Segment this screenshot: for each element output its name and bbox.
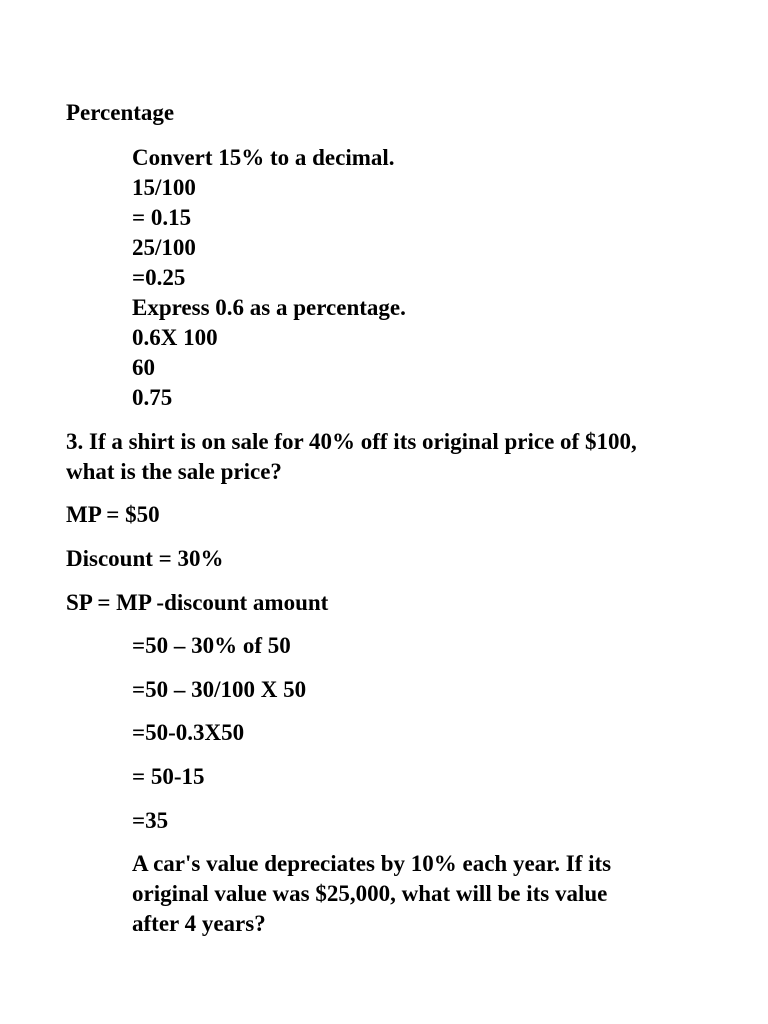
solution-step: =50-0.3X50: [132, 720, 245, 745]
marked-price: MP = $50: [66, 502, 160, 527]
text-line: 25/100: [132, 235, 196, 260]
solution-step: =50 – 30/100 X 50: [132, 677, 307, 702]
solution-step: =35: [132, 808, 169, 833]
text-line: 15/100: [132, 175, 196, 200]
car-question-line-3: after 4 years?: [132, 911, 266, 936]
text-line: = 0.15: [132, 205, 192, 230]
solution-step: = 50-15: [132, 764, 205, 789]
car-question-line-1: A car's value depreciates by 10% each year. If its: [132, 851, 612, 876]
question-3-line-1: 3. If a shirt is on sale for 40% off its original price of $100,: [66, 429, 637, 454]
text-line: 0.75: [132, 385, 173, 410]
text-line: =0.25: [132, 265, 186, 290]
question-3-line-2: what is the sale price?: [66, 459, 282, 484]
selling-price-formula: SP = MP -discount amount: [66, 590, 329, 615]
car-question-line-2: original value was $25,000, what will be its value: [132, 881, 608, 906]
solution-step: =50 – 30% of 50: [132, 633, 291, 658]
page-heading: Percentage: [66, 100, 175, 125]
discount: Discount = 30%: [66, 546, 224, 571]
text-line: 0.6X 100: [132, 325, 218, 350]
text-line: 60: [132, 355, 155, 380]
text-line: Express 0.6 as a percentage.: [132, 295, 406, 320]
text-line: Convert 15% to a decimal.: [132, 145, 395, 170]
